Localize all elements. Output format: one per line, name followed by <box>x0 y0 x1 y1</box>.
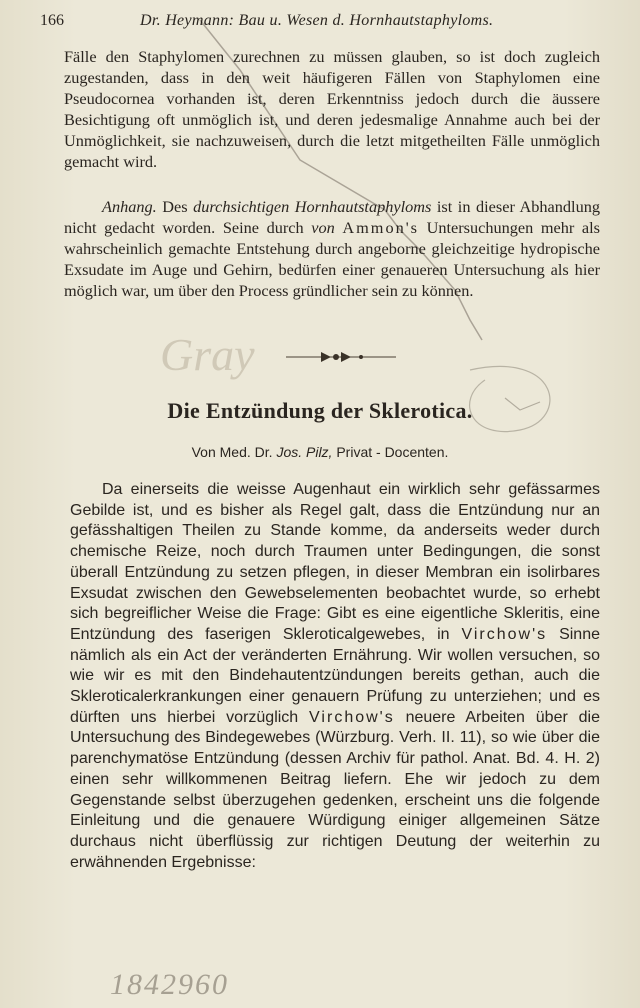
article-body <box>70 480 600 873</box>
appendix-text-2: ist in dieser Abhandlung nicht gedacht worden. Seine durch <box>64 197 600 237</box>
appendix-text-3: Untersuchungen mehr als wahrscheinlich gemachte Entstehung durch angeborne gleichzeitige hydropische Exsudate im Auge und Gehirn, bedürfen einer genaueren Untersuchung als hier möglich war, um über den Process gründlicher sein zu können. <box>64 218 600 300</box>
appendix-text-1: Des <box>156 197 194 216</box>
appendix-lead: Anhang. <box>102 197 157 216</box>
running-title: Dr. Heymann: Bau u. Wesen d. Hornhautstaphyloms. <box>140 12 494 29</box>
byline-suffix: Privat - Docenten. <box>332 444 449 460</box>
article-body-a: Da einerseits die weisse Augenhaut ein wirklich sehr gefässarmes Gebilde ist, und es bisher als Regel galt, dass die Entzündung nur an gefässhaltigen Theilen zu Stande komme, da anderseits weder durch chemische Reize, noch durch Traumen unter Bedingungen, die sonst überall Entzündung zu setzen pflegen, in dieser Membran ein isolirbares Exsudat zwischen den Gewebselementen beobachtet wurde, so erhebt sich begreiflicher Weise die Frage: Gibt es eine eigentliche Skleritis, eine Entzündung des faserigen Skleroticalgewebes, in <box>70 481 600 643</box>
paragraph-appendix <box>64 196 600 301</box>
virchow-name-2: Virchow's <box>309 708 395 726</box>
appendix-name: Ammon's <box>342 218 419 237</box>
appendix-von: von <box>311 218 335 237</box>
appendix-italic-term: durchsichtigen Hornhautstaphyloms <box>193 197 432 216</box>
byline-prefix: Von Med. Dr. <box>191 444 277 460</box>
article-body-b: Sinne nämlich als ein Act der veränderten Ernährung. Wir wollen versuchen, so wie wir es mit den Bindehautentzündungen bereits gethan, auch die Skleroticalerkrankungen einer genauern Prüfung zu unterziehen; und es dürften uns hierbei vorzüglich <box>70 625 600 726</box>
paragraph-1: Fälle den Staphylomen zurechnen zu müssen glauben, so ist doch zugleich zugestanden, dass in den weit häufigeren Fällen von Staphylomen eine Pseudocornea vorhanden ist, deren Erkenntniss jedoch durch die äussere Besichtigung oft unmöglich ist, und deren jedesmalige Annahme auch bei der Unmöglichkeit, sie nachzuweisen, durch die letzt mitgetheilten Fälle unmöglich gemacht wird. <box>64 47 600 171</box>
handwritten-catalog-mark: 1842960 <box>110 968 229 1001</box>
article-body-c: neuere Arbeiten über die Untersuchung des Bindegewebes (Würzburg. Verh. II. 11), so wie über die parenchymatöse Entzündung (dessen Archiv für pathol. Anat. Bd. 4. H. 2) einen sehr willkommenen Beitrag liefern. Ehe wir jedoch zu dem Gegenstande selbst überzugehen gedenken, erscheint uns die folgende Einleitung und die genauere Würdigung einiger allgemeinen Sätze durchaus nicht überflüssig zur richtigen Deutung der weiterhin zu erwähnenden Ergebnisse: <box>70 708 600 871</box>
virchow-name-1: Virchow's <box>461 625 548 643</box>
page-number: 166 <box>40 12 64 29</box>
article-byline <box>0 444 640 460</box>
faded-stamp: Gray <box>160 329 255 380</box>
byline-author: Jos. Pilz, <box>276 444 333 460</box>
article-title: Die Entzündung der Sklerotica. <box>167 398 473 423</box>
ornament-divider <box>286 350 396 364</box>
